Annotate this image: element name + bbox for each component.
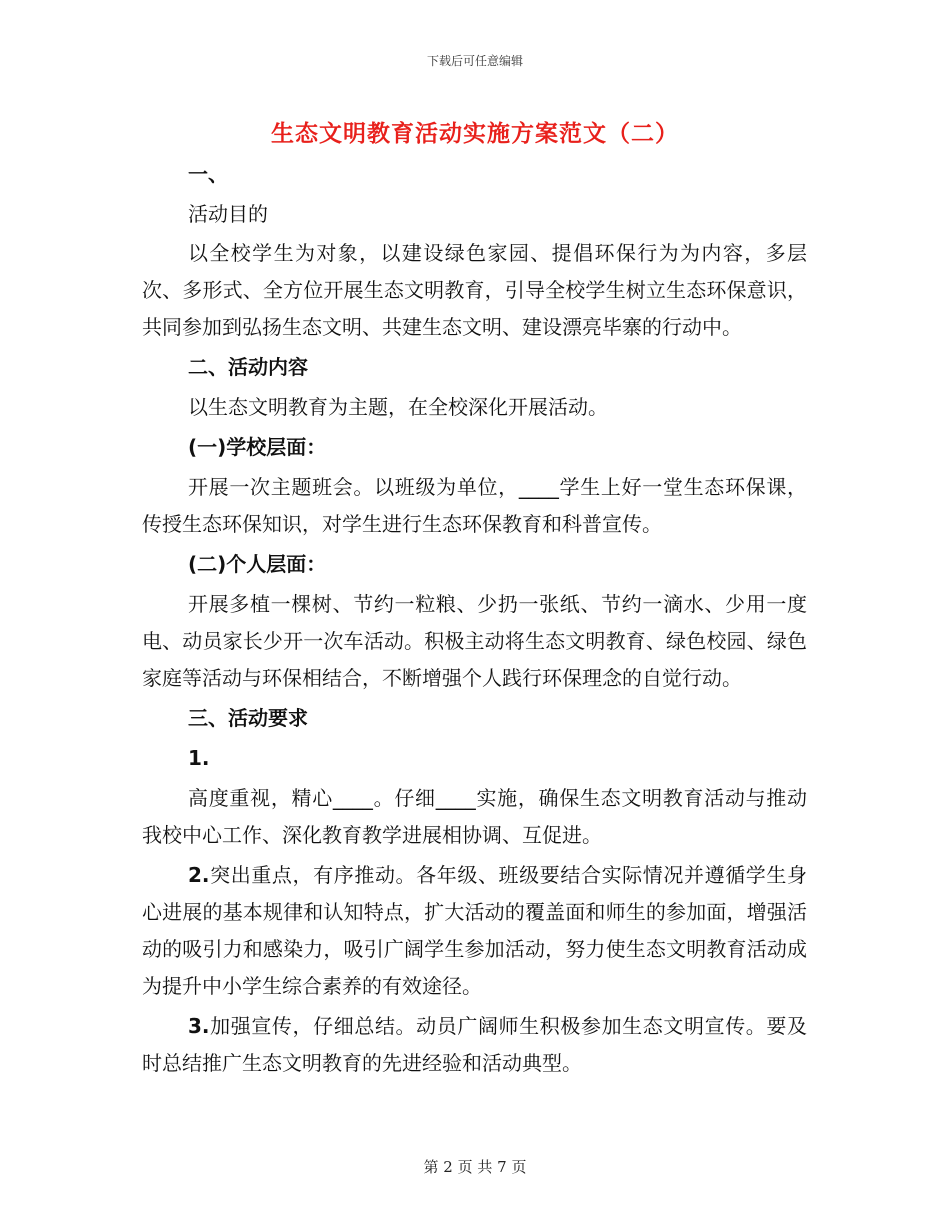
req3-body: 加强宣传，仔细总结。动员广阔师生积极参加生态文明宣传。要及时总结推广生态文明教育的先进经验和活动典型。 (142, 1014, 807, 1075)
req2-body: 突出重点，有序推动。各年级、班级要结合实际情况并遵循学生身心进展的基本规律和认知特点，扩大活动的覆盖面和师生的参加面，增强活动的吸引力和感染力，吸引广阔学生参加活动，努力使生态文明教育活动成为提升中小学生综合素养的有效途径。 (142, 863, 807, 998)
document-title: 生态文明教育活动实施方案范文（二） (271, 121, 679, 147)
page-number: 第 2 页 共 7 页 (423, 1158, 527, 1176)
req2-paragraph (142, 857, 807, 1005)
sub2-body: 开展多植一棵树、节约一粒粮、少扔一张纸、节约一滴水、少用一度电、动员家长少开一次车活动。积极主动将生态文明教育、绿色校园、绿色家庭等活动与环保相结合，不断增强个人践行环保理念的自觉行动。 (142, 592, 807, 690)
header-note: 下载后可任意编辑 (426, 54, 523, 68)
sub2-heading: (二)个人层面： (188, 552, 327, 576)
sub1-heading: (一)学校层面： (188, 435, 327, 459)
req1-body: 高度重视，精心____。仔细____实施，确保生态文明教育活动与推动我校中心工作、深化教育教学进展相协调、互促进。 (142, 786, 807, 847)
req3-number: 3. (188, 1014, 210, 1038)
section1-heading: 活动目的 (188, 202, 268, 226)
section1-number: 一、 (188, 162, 228, 186)
req1-number: 1. (188, 746, 210, 770)
req2-number: 2. (188, 863, 210, 887)
sub1-body: 开展一次主题班会。以班级为单位，____学生上好一堂生态环保课，传授生态环保知识，对学生进行生态环保教育和科普宣传。 (142, 475, 807, 536)
document-body (142, 153, 807, 1085)
section2-heading: 二、活动内容 (188, 355, 308, 379)
req3-paragraph (142, 1008, 807, 1082)
section2-body: 以生态文明教育为主题，在全校深化开展活动。 (188, 395, 608, 419)
section3-heading: 三、活动要求 (188, 706, 308, 730)
section1-body: 以全校学生为对象，以建设绿色家园、提倡环保行为为内容，多层次、多形式、全方位开展生态文明教育，引导全校学生树立生态环保意识，共同参加到弘扬生态文明、共建生态文明、建设漂亮毕寨的行动中。 (142, 241, 807, 339)
